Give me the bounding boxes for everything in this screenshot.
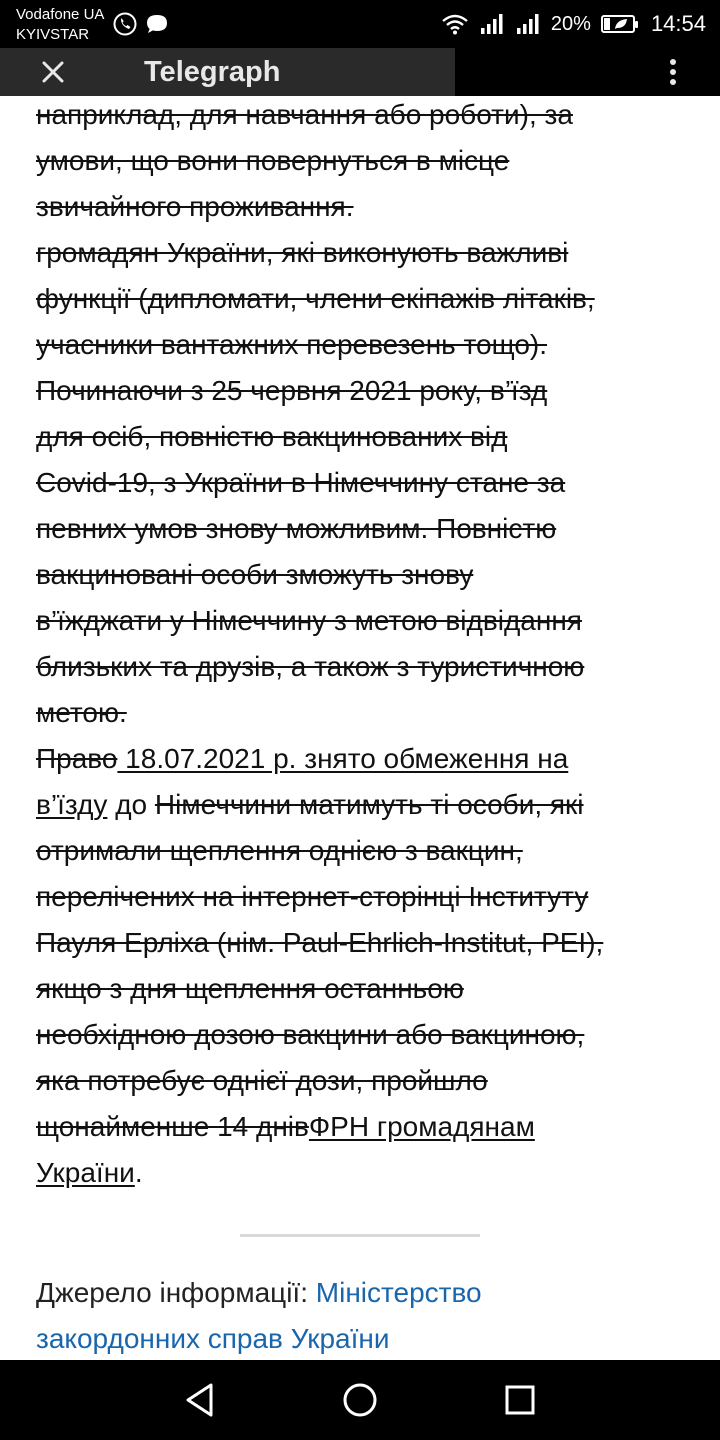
article-line: функції (дипломати, члени екіпажів літаків, [36, 283, 595, 314]
article-line: перелічених на інтернет-сторінці Інституту [36, 881, 589, 912]
status-right [441, 10, 706, 38]
toolbar [0, 48, 720, 96]
article-line: України. [36, 1157, 143, 1188]
signal-icon [479, 13, 505, 35]
ukraine-text: України [36, 1157, 135, 1188]
article-line: учасники вантажних перевезень тощо). [36, 329, 548, 360]
article-content[interactable] [0, 96, 720, 1360]
article-line: метою. [36, 697, 127, 728]
close-icon [42, 61, 64, 83]
article-line: для осіб, повністю вакцинованих від [36, 421, 508, 452]
notification-icons [112, 11, 170, 37]
carrier-info [16, 5, 104, 45]
navigation-bar [0, 1360, 720, 1440]
home-button[interactable] [310, 1360, 410, 1440]
viber-icon [112, 11, 138, 37]
article-line: вакциновані особи зможуть знову [36, 559, 474, 590]
article-line: звичайного проживання. [36, 191, 354, 222]
wifi-icon [441, 13, 469, 35]
article-line: громадян України, які виконують важливі [36, 237, 569, 268]
carrier-line-2: KYIVSTAR [16, 26, 90, 43]
source-link[interactable]: Міністерство закордонних справ України [36, 1277, 482, 1354]
struck-text: Право [36, 743, 118, 774]
article-line: щонайменше 14 днівФРН громадянам [36, 1111, 535, 1142]
signal-icon [515, 13, 541, 35]
article-line: в’їзду до Німеччини матимуть ті особи, які [36, 789, 584, 820]
date-notice: 18.07.2021 р. знято обмеження на [117, 743, 569, 774]
entry-text: в’їзду [36, 789, 108, 820]
status-bar [0, 0, 720, 48]
article-line: отримали щеплення однією з вакцин, [36, 835, 523, 866]
article-line: умови, що вони повернуться в місце [36, 145, 510, 176]
close-button[interactable] [28, 48, 78, 96]
overflow-menu-button[interactable] [650, 48, 696, 96]
more-vert-icon [668, 58, 678, 86]
article-line: необхідною дозою вакцини або вакциною, [36, 1019, 585, 1050]
article-line-notice [36, 736, 696, 782]
home-circle-icon [342, 1382, 378, 1418]
back-button[interactable] [150, 1360, 250, 1440]
article-line: Covid-19, з України в Німеччину стане за [36, 467, 566, 498]
article-line: близьких та друзів, а також з туристичною [36, 651, 585, 682]
clock: 14:54 [650, 11, 706, 36]
back-triangle-icon [183, 1382, 217, 1418]
article-line: в’їжджати у Німеччину з метою відвідання [36, 605, 582, 636]
article-line: наприклад, для навчання або роботи), за [36, 99, 573, 130]
battery-icon [601, 15, 635, 33]
article-line: Починаючи з 25 червня 2021 року, в’їзд [36, 375, 548, 406]
toolbar-title: Telegraph [144, 56, 281, 88]
recents-button[interactable] [470, 1360, 570, 1440]
article-line: Пауля Ерліха (нім. Paul-Ehrlich-Institut, PEI), [36, 927, 604, 958]
recents-square-icon [504, 1384, 536, 1416]
source-label: Джерело інформації: [36, 1277, 316, 1308]
chat-bubble-icon [144, 11, 170, 37]
source-block [36, 1270, 696, 1360]
article-line: якщо з дня щеплення останньою [36, 973, 464, 1004]
article-line: яка потребує однієї дози, пройшло [36, 1065, 488, 1096]
section-divider [240, 1234, 480, 1237]
article-body [36, 96, 696, 1196]
frg-citizens-text: ФРН громадянам [308, 1111, 535, 1142]
carrier-line-1: Vodafone UA [16, 6, 105, 23]
leaf-icon [614, 18, 628, 30]
battery-percent: 20% [550, 12, 591, 35]
article-line: певних умов знову можливим. Повністю [36, 513, 557, 544]
battery-fill [604, 18, 610, 30]
